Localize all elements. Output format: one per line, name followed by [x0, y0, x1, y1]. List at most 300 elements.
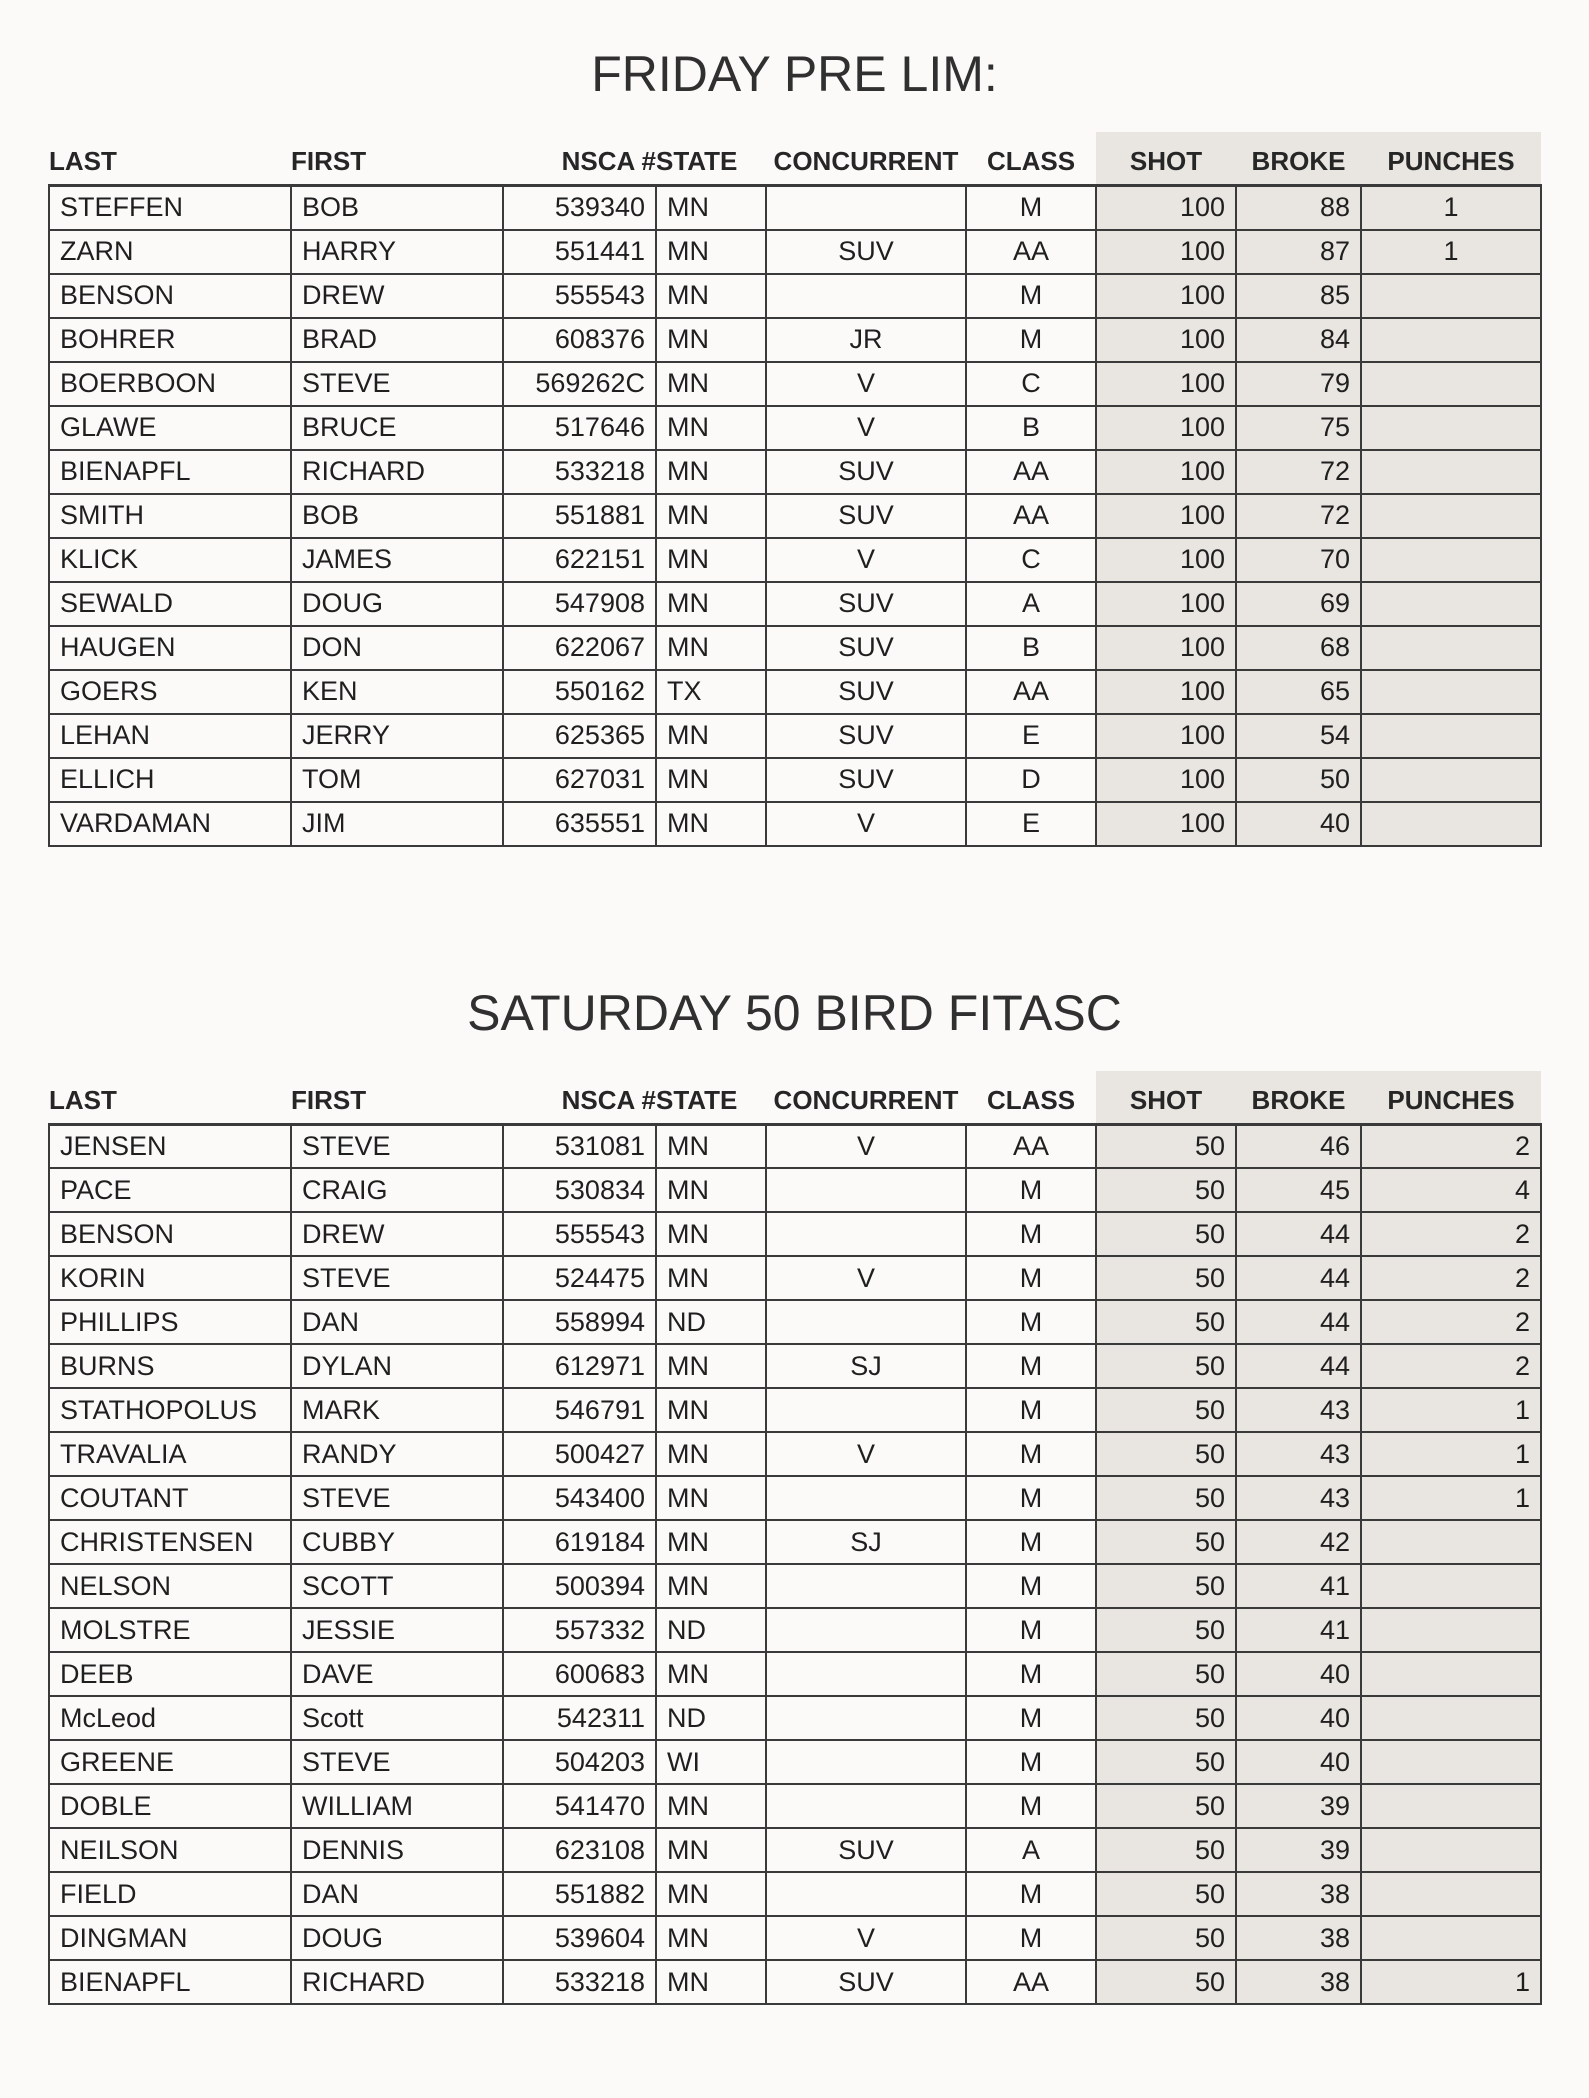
- table-cell: 100: [1096, 758, 1236, 802]
- column-header: NSCA #: [561, 1084, 656, 1115]
- table-cell: M: [966, 1916, 1096, 1960]
- table-cell: 558994: [503, 1300, 656, 1344]
- table-cell: 551441: [503, 230, 656, 274]
- table-cell: 65: [1236, 670, 1361, 714]
- table-cell: M: [966, 1300, 1096, 1344]
- table-cell: 2: [1361, 1300, 1541, 1344]
- table-cell: JIM: [291, 802, 503, 846]
- table-cell: 50: [1096, 1432, 1236, 1476]
- table-cell: Scott: [291, 1696, 503, 1740]
- table-cell: 38: [1236, 1960, 1361, 2004]
- table-cell: [1361, 1652, 1541, 1696]
- table-cell: 2: [1361, 1256, 1541, 1300]
- table-cell: STEVE: [291, 1476, 503, 1520]
- table-row: [49, 1212, 1541, 1256]
- table-cell: MN: [656, 1476, 766, 1520]
- table-cell: 557332: [503, 1608, 656, 1652]
- table-cell: HARRY: [291, 230, 503, 274]
- table-cell: BENSON: [49, 1212, 291, 1256]
- table-cell: M: [966, 1872, 1096, 1916]
- table-cell: 546791: [503, 1388, 656, 1432]
- table-cell: PHILLIPS: [49, 1300, 291, 1344]
- column-header: PUNCHES: [1361, 132, 1541, 186]
- table-cell: MN: [656, 1564, 766, 1608]
- table-row: [49, 1344, 1541, 1388]
- table-cell: 100: [1096, 186, 1236, 230]
- table-row: [49, 802, 1541, 846]
- table-cell: DEEB: [49, 1652, 291, 1696]
- table-cell: BRAD: [291, 318, 503, 362]
- table-cell: 100: [1096, 494, 1236, 538]
- table-cell: ND: [656, 1696, 766, 1740]
- table-cell: MN: [656, 274, 766, 318]
- table-cell: BIENAPFL: [49, 1960, 291, 2004]
- column-header: CLASS: [986, 1084, 1076, 1115]
- table-cell: CUBBY: [291, 1520, 503, 1564]
- table-cell: BENSON: [49, 274, 291, 318]
- table-cell: 50: [1096, 1828, 1236, 1872]
- table-cell: [1361, 758, 1541, 802]
- column-header: CONCURRENT: [773, 1084, 959, 1115]
- table-cell: 69: [1236, 582, 1361, 626]
- table-cell: SUV: [766, 582, 966, 626]
- table-cell: RICHARD: [291, 450, 503, 494]
- table-cell: 4: [1361, 1168, 1541, 1212]
- table-cell: JERRY: [291, 714, 503, 758]
- table-row: [49, 1652, 1541, 1696]
- table-cell: AA: [966, 494, 1096, 538]
- table-cell: 88: [1236, 186, 1361, 230]
- table-cell: SUV: [766, 714, 966, 758]
- table-cell: 50: [1096, 1476, 1236, 1520]
- table-cell: 500427: [503, 1432, 656, 1476]
- table-cell: [766, 1388, 966, 1432]
- table-row: [49, 670, 1541, 714]
- table-cell: M: [966, 1608, 1096, 1652]
- table-cell: 541470: [503, 1784, 656, 1828]
- table-cell: MN: [656, 582, 766, 626]
- table-row: [49, 1124, 1541, 1168]
- table-cell: ZARN: [49, 230, 291, 274]
- table-row: [49, 538, 1541, 582]
- table-cell: 50: [1096, 1212, 1236, 1256]
- table-cell: B: [966, 626, 1096, 670]
- table-cell: STEVE: [291, 1740, 503, 1784]
- table-cell: MOLSTRE: [49, 1608, 291, 1652]
- table-row: [49, 494, 1541, 538]
- table-cell: DREW: [291, 1212, 503, 1256]
- table-cell: V: [766, 362, 966, 406]
- table-cell: SMITH: [49, 494, 291, 538]
- table-cell: 2: [1361, 1124, 1541, 1168]
- table-cell: FIELD: [49, 1872, 291, 1916]
- friday-prelim-title: FRIDAY PRE LIM:: [591, 46, 998, 102]
- table-cell: CHRISTENSEN: [49, 1520, 291, 1564]
- table-cell: [1361, 538, 1541, 582]
- table-header-row: [49, 1071, 1541, 1125]
- table-cell: 72: [1236, 450, 1361, 494]
- table-cell: [1361, 1564, 1541, 1608]
- table-cell: 50: [1236, 758, 1361, 802]
- table-cell: SUV: [766, 494, 966, 538]
- table-cell: [1361, 1828, 1541, 1872]
- table-cell: 41: [1236, 1564, 1361, 1608]
- table-cell: [766, 1212, 966, 1256]
- table-cell: JR: [766, 318, 966, 362]
- table-row: [49, 318, 1541, 362]
- table-row: [49, 186, 1541, 230]
- table-cell: 50: [1096, 1916, 1236, 1960]
- table-cell: MN: [656, 1212, 766, 1256]
- table-cell: 87: [1236, 230, 1361, 274]
- table-cell: MN: [656, 1872, 766, 1916]
- column-header: LAST: [49, 1084, 117, 1115]
- table-cell: 46: [1236, 1124, 1361, 1168]
- table-cell: [1361, 582, 1541, 626]
- table-cell: 50: [1096, 1652, 1236, 1696]
- column-header: STATE: [656, 1084, 738, 1115]
- table-cell: M: [966, 1388, 1096, 1432]
- table-cell: MN: [656, 362, 766, 406]
- column-header: PUNCHES: [1361, 1071, 1541, 1125]
- table-cell: 635551: [503, 802, 656, 846]
- table-cell: MN: [656, 1256, 766, 1300]
- table-cell: MN: [656, 494, 766, 538]
- table-cell: MN: [656, 1344, 766, 1388]
- table-cell: WI: [656, 1740, 766, 1784]
- table-cell: 50: [1096, 1256, 1236, 1300]
- table-cell: 50: [1096, 1300, 1236, 1344]
- table-cell: [1361, 714, 1541, 758]
- table-cell: E: [966, 802, 1096, 846]
- table-cell: DOUG: [291, 1916, 503, 1960]
- table-cell: M: [966, 318, 1096, 362]
- table-cell: MN: [656, 450, 766, 494]
- table-cell: 627031: [503, 758, 656, 802]
- table-cell: 1: [1361, 1388, 1541, 1432]
- table-cell: 1: [1361, 1432, 1541, 1476]
- table-cell: 622067: [503, 626, 656, 670]
- table-cell: MN: [656, 538, 766, 582]
- table-cell: STEFFEN: [49, 186, 291, 230]
- table-cell: BURNS: [49, 1344, 291, 1388]
- table-cell: BRUCE: [291, 406, 503, 450]
- table-row: [49, 1608, 1541, 1652]
- table-cell: M: [966, 274, 1096, 318]
- table-cell: 543400: [503, 1476, 656, 1520]
- table-cell: [766, 1740, 966, 1784]
- table-cell: 100: [1096, 802, 1236, 846]
- table-cell: V: [766, 802, 966, 846]
- table-cell: MN: [656, 1652, 766, 1696]
- table-cell: 50: [1096, 1388, 1236, 1432]
- table-cell: 608376: [503, 318, 656, 362]
- table-row: [49, 1256, 1541, 1300]
- table-cell: 79: [1236, 362, 1361, 406]
- table-cell: MN: [656, 406, 766, 450]
- table-cell: 72: [1236, 494, 1361, 538]
- table-cell: 530834: [503, 1168, 656, 1212]
- table-cell: MN: [656, 758, 766, 802]
- table-cell: 39: [1236, 1828, 1361, 1872]
- table-cell: 517646: [503, 406, 656, 450]
- table-cell: [766, 1872, 966, 1916]
- table-cell: TX: [656, 670, 766, 714]
- table-cell: 75: [1236, 406, 1361, 450]
- table-cell: MN: [656, 1432, 766, 1476]
- table-cell: 50: [1096, 1696, 1236, 1740]
- table-cell: 38: [1236, 1916, 1361, 1960]
- table-cell: 622151: [503, 538, 656, 582]
- table-cell: SCOTT: [291, 1564, 503, 1608]
- table-cell: V: [766, 1432, 966, 1476]
- column-header: SHOT: [1096, 132, 1236, 186]
- table-row: [49, 230, 1541, 274]
- table-cell: [1361, 362, 1541, 406]
- saturday-fitasc-title: SATURDAY 50 BIRD FITASC: [467, 984, 1122, 1041]
- table-cell: DAN: [291, 1300, 503, 1344]
- table-cell: M: [966, 1212, 1096, 1256]
- table-cell: 600683: [503, 1652, 656, 1696]
- table-cell: 1: [1361, 186, 1541, 230]
- column-header: SHOT: [1096, 1071, 1236, 1125]
- table-row: [49, 1960, 1541, 2004]
- friday-prelim-table: [48, 132, 1542, 847]
- table-cell: 84: [1236, 318, 1361, 362]
- table-cell: BOERBOON: [49, 362, 291, 406]
- table-cell: LEHAN: [49, 714, 291, 758]
- table-cell: 1: [1361, 1476, 1541, 1520]
- table-cell: M: [966, 1696, 1096, 1740]
- table-cell: 85: [1236, 274, 1361, 318]
- table-cell: M: [966, 1476, 1096, 1520]
- table-cell: BOHRER: [49, 318, 291, 362]
- table-cell: A: [966, 1828, 1096, 1872]
- table-cell: DOBLE: [49, 1784, 291, 1828]
- table-cell: TOM: [291, 758, 503, 802]
- table-cell: [1361, 318, 1541, 362]
- table-cell: AA: [966, 1124, 1096, 1168]
- table-row: [49, 406, 1541, 450]
- table-row: [49, 1564, 1541, 1608]
- table-cell: MN: [656, 318, 766, 362]
- table-cell: V: [766, 406, 966, 450]
- table-cell: 50: [1096, 1168, 1236, 1212]
- table-cell: STEVE: [291, 1124, 503, 1168]
- table-row: [49, 1520, 1541, 1564]
- table-cell: KLICK: [49, 538, 291, 582]
- table-cell: [766, 1652, 966, 1696]
- table-cell: B: [966, 406, 1096, 450]
- table-cell: [1361, 274, 1541, 318]
- table-cell: MN: [656, 1960, 766, 2004]
- table-cell: SUV: [766, 230, 966, 274]
- table-cell: A: [966, 582, 1096, 626]
- table-row: [49, 1696, 1541, 1740]
- table-cell: MN: [656, 1784, 766, 1828]
- table-cell: 45: [1236, 1168, 1361, 1212]
- table-cell: [766, 1564, 966, 1608]
- table-cell: 50: [1096, 1608, 1236, 1652]
- table-cell: 533218: [503, 450, 656, 494]
- table-cell: 44: [1236, 1344, 1361, 1388]
- table-cell: 551882: [503, 1872, 656, 1916]
- table-cell: CRAIG: [291, 1168, 503, 1212]
- table-cell: RICHARD: [291, 1960, 503, 2004]
- table-cell: DON: [291, 626, 503, 670]
- table-cell: AA: [966, 1960, 1096, 2004]
- table-cell: 50: [1096, 1520, 1236, 1564]
- table-cell: 533218: [503, 1960, 656, 2004]
- saturday-fitasc-table: [48, 1071, 1542, 2006]
- table-cell: MN: [656, 1520, 766, 1564]
- table-cell: M: [966, 1652, 1096, 1696]
- table-row: [49, 758, 1541, 802]
- column-header: STATE: [656, 146, 738, 176]
- column-header: FIRST: [291, 146, 367, 176]
- table-cell: BOB: [291, 494, 503, 538]
- table-cell: 1: [1361, 230, 1541, 274]
- table-cell: AA: [966, 230, 1096, 274]
- table-cell: JAMES: [291, 538, 503, 582]
- table-cell: [1361, 1608, 1541, 1652]
- table-cell: STATHOPOLUS: [49, 1388, 291, 1432]
- table-cell: STEVE: [291, 1256, 503, 1300]
- table-cell: PACE: [49, 1168, 291, 1212]
- table-cell: AA: [966, 450, 1096, 494]
- table-cell: COUTANT: [49, 1476, 291, 1520]
- table-row: [49, 1784, 1541, 1828]
- column-header: BROKE: [1236, 1071, 1361, 1125]
- table-cell: 50: [1096, 1872, 1236, 1916]
- column-header: CLASS: [986, 146, 1076, 176]
- table-row: [49, 362, 1541, 406]
- table-cell: M: [966, 186, 1096, 230]
- table-cell: M: [966, 1740, 1096, 1784]
- table-row: [49, 626, 1541, 670]
- table-cell: [766, 186, 966, 230]
- table-cell: 42: [1236, 1520, 1361, 1564]
- table-cell: M: [966, 1168, 1096, 1212]
- table-cell: NELSON: [49, 1564, 291, 1608]
- table-cell: NEILSON: [49, 1828, 291, 1872]
- table-cell: [766, 1696, 966, 1740]
- table-cell: ND: [656, 1608, 766, 1652]
- table-cell: E: [966, 714, 1096, 758]
- table-cell: 41: [1236, 1608, 1361, 1652]
- table-cell: McLeod: [49, 1696, 291, 1740]
- table-cell: M: [966, 1432, 1096, 1476]
- table-cell: 43: [1236, 1476, 1361, 1520]
- table-cell: 539340: [503, 186, 656, 230]
- table-cell: M: [966, 1344, 1096, 1388]
- table-cell: [1361, 494, 1541, 538]
- table-cell: DYLAN: [291, 1344, 503, 1388]
- table-cell: [766, 1608, 966, 1652]
- table-cell: SUV: [766, 626, 966, 670]
- table-cell: V: [766, 1916, 966, 1960]
- table-cell: BIENAPFL: [49, 450, 291, 494]
- table-cell: 40: [1236, 1696, 1361, 1740]
- table-cell: V: [766, 1256, 966, 1300]
- table-cell: [1361, 1916, 1541, 1960]
- table-cell: MN: [656, 1916, 766, 1960]
- table-row: [49, 1740, 1541, 1784]
- saturday-fitasc-section: [0, 847, 1589, 2006]
- column-header: FIRST: [291, 1084, 367, 1115]
- table-row: [49, 1388, 1541, 1432]
- table-cell: 2: [1361, 1212, 1541, 1256]
- table-cell: C: [966, 538, 1096, 582]
- table-cell: 550162: [503, 670, 656, 714]
- table-cell: BOB: [291, 186, 503, 230]
- table-cell: [1361, 802, 1541, 846]
- table-cell: 551881: [503, 494, 656, 538]
- table-cell: C: [966, 362, 1096, 406]
- table-cell: 623108: [503, 1828, 656, 1872]
- column-header: CONCURRENT: [773, 146, 959, 176]
- table-cell: GOERS: [49, 670, 291, 714]
- table-row: [49, 1828, 1541, 1872]
- table-cell: 504203: [503, 1740, 656, 1784]
- table-cell: SJ: [766, 1520, 966, 1564]
- table-cell: 39: [1236, 1784, 1361, 1828]
- table-cell: V: [766, 1124, 966, 1168]
- table-cell: MN: [656, 186, 766, 230]
- table-cell: MARK: [291, 1388, 503, 1432]
- table-cell: ND: [656, 1300, 766, 1344]
- table-row: [49, 1168, 1541, 1212]
- table-cell: [1361, 1696, 1541, 1740]
- table-cell: 569262C: [503, 362, 656, 406]
- table-cell: STEVE: [291, 362, 503, 406]
- table-cell: M: [966, 1520, 1096, 1564]
- table-cell: 70: [1236, 538, 1361, 582]
- table-cell: 625365: [503, 714, 656, 758]
- table-cell: 542311: [503, 1696, 656, 1740]
- table-cell: 100: [1096, 274, 1236, 318]
- table-cell: 612971: [503, 1344, 656, 1388]
- table-cell: 500394: [503, 1564, 656, 1608]
- table-cell: 50: [1096, 1740, 1236, 1784]
- column-header: BROKE: [1236, 132, 1361, 186]
- table-cell: 555543: [503, 1212, 656, 1256]
- table-cell: [766, 274, 966, 318]
- table-cell: SUV: [766, 1960, 966, 2004]
- table-cell: M: [966, 1564, 1096, 1608]
- table-cell: 619184: [503, 1520, 656, 1564]
- table-cell: 40: [1236, 1740, 1361, 1784]
- table-cell: M: [966, 1256, 1096, 1300]
- table-cell: MN: [656, 802, 766, 846]
- table-cell: [1361, 406, 1541, 450]
- table-cell: SJ: [766, 1344, 966, 1388]
- table-row: [49, 1432, 1541, 1476]
- table-cell: 531081: [503, 1124, 656, 1168]
- table-cell: 50: [1096, 1960, 1236, 2004]
- table-cell: SUV: [766, 450, 966, 494]
- table-cell: ELLICH: [49, 758, 291, 802]
- table-cell: [766, 1168, 966, 1212]
- table-cell: [1361, 626, 1541, 670]
- table-cell: [1361, 450, 1541, 494]
- table-cell: 40: [1236, 802, 1361, 846]
- table-cell: SUV: [766, 758, 966, 802]
- table-cell: D: [966, 758, 1096, 802]
- table-cell: 555543: [503, 274, 656, 318]
- table-cell: MN: [656, 1388, 766, 1432]
- table-cell: 100: [1096, 538, 1236, 582]
